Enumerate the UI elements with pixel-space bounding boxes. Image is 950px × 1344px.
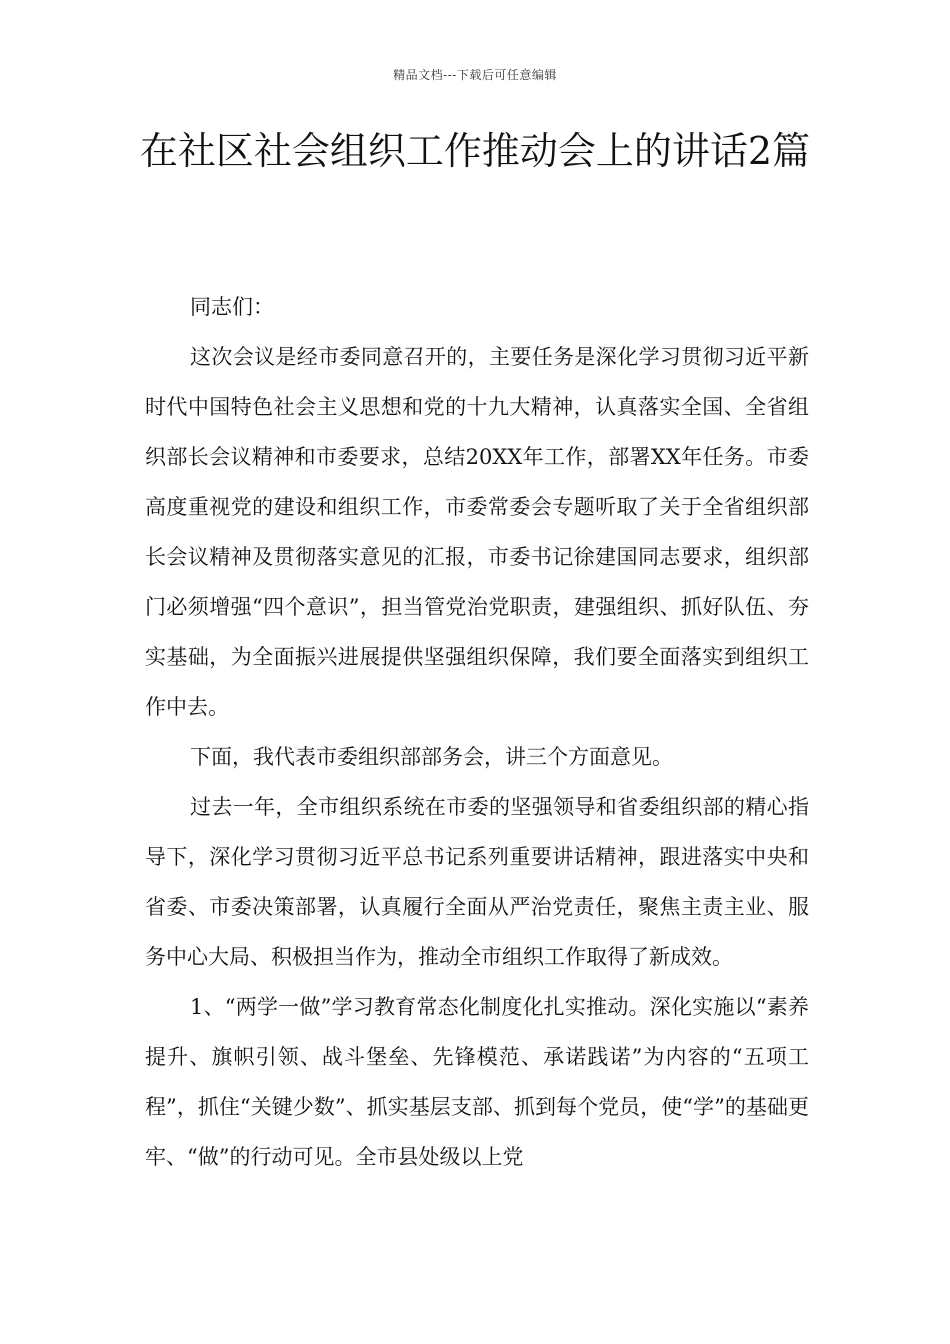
salutation-paragraph: 同志们：	[190, 295, 274, 319]
header-note: 精品文档---下载后可任意编辑	[393, 68, 557, 82]
document-title: 在社区社会组织工作推动会上的讲话2篇	[139, 129, 811, 173]
body-paragraph: 下面，我代表市委组织部部务会，讲三个方面意见。	[190, 745, 673, 769]
body-paragraph: 这次会议是经市委同意召开的，主要任务是深化学习贯彻习近平新时代中国特色社会主义思想和党的十九大精神，认真落实全国、全省组织部长会议精神和市委要求，总结20XX年工作，部署XX年任务。市委高度重视党的建设和组织工作，市委常委会专题听取了关于全省组织部长会议精神及贯彻落实意见的汇报，市委书记徐建国同志要求，组织部门必须增强“四个意识”，担当管党治党职责，建强组织、抓好队伍、夯实基础，为全面振兴进展提供坚强组织保障，我们要全面落实到组织工作中去。	[145, 345, 809, 719]
body-paragraph: 1、“两学一做”学习教育常态化制度化扎实推动。深化实施以“素养提升、旗帜引领、战斗堡垒、先锋模范、承诺践诺”为内容的“五项工程”，抓住“关键少数”、抓实基层支部、抓到每个党员，使“学”的基础更牢、“做”的行动可见。全市县处级以上党	[145, 995, 809, 1169]
body-paragraph: 过去一年，全市组织系统在市委的坚强领导和省委组织部的精心指导下，深化学习贯彻习近平总书记系列重要讲话精神，跟进落实中央和省委、市委决策部署，认真履行全面从严治党责任，聚焦主责主业、服务中心大局、积极担当作为，推动全市组织工作取得了新成效。	[145, 795, 809, 969]
document-body	[145, 282, 809, 1182]
